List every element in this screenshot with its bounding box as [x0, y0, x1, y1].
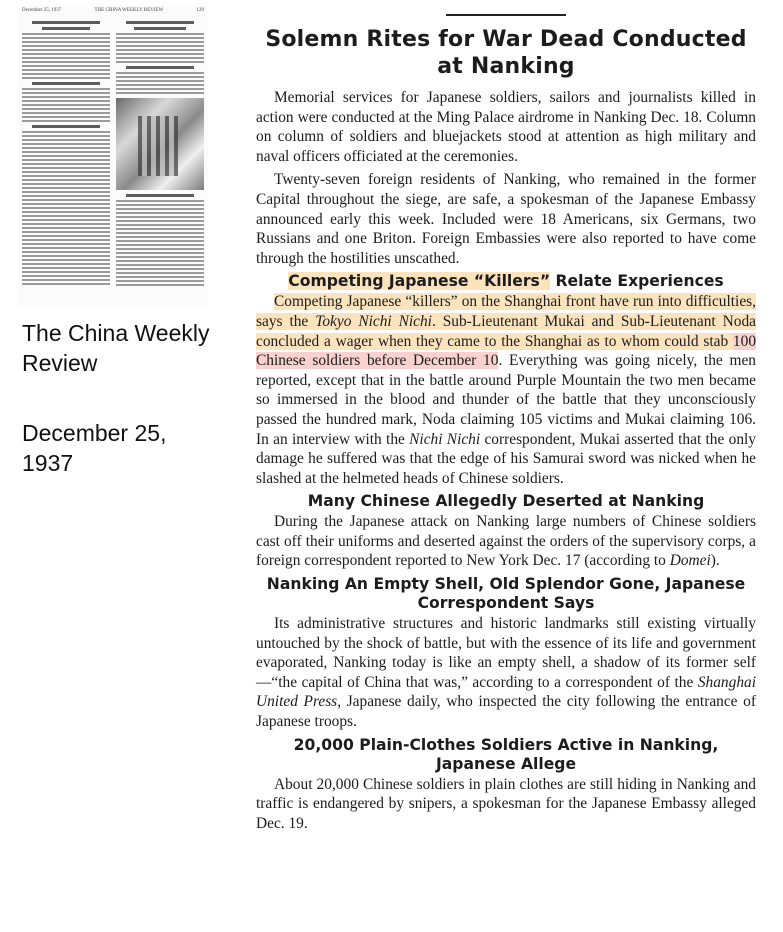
thumbnail-right-column — [116, 18, 204, 288]
subheading-killers — [256, 272, 756, 291]
paragraph-killing-contest — [256, 292, 756, 488]
wager-highlight: concluded a wager — [256, 332, 374, 350]
newspaper-name: Tokyo Nichi Nichi — [315, 312, 432, 330]
agency-name: Domei — [669, 552, 711, 570]
thumbnail-header — [22, 8, 204, 16]
subheading-plain-clothes: 20,000 Plain-Clothes Soldiers Active in Nanking, Japanese Allege — [293, 735, 719, 773]
text-segment: , Japanese daily, who inspected the city following the entrance of Japanese troops. — [256, 693, 756, 731]
paragraph-foreign-residents: Twenty-seven foreign residents of Nanking, who remained in the former Capital throughout the siege, are safe, a spokesman of the Japanese Embassy announced early this week. Included were 18 Americans, six Germans, two Russians and one Briton. Foreign Embassies were also reported to have come through the hostilities unscathed. — [256, 171, 756, 267]
newspaper-name: Shanghai United Press — [256, 673, 756, 711]
paragraph-deserted — [256, 512, 756, 571]
thumbnail-header-page: 129 — [196, 8, 204, 13]
paragraph-memorial: Memorial services for Japanese soldiers, sailors and journalists killed in action were conducted at the Ming Palace airdrome in Nanking Dec. 18. Column on column of soldiers and bluejackets stood at attention as high military and naval officers officiated at the ceremonies. — [256, 89, 756, 165]
newspaper-article — [256, 14, 756, 833]
text-segment: Competing Japanese “killers” on the Shanghai front have run into difficulties, says the — [256, 293, 756, 330]
text-segment: . Sub-Lieutenant Mukai and Sub-Lieutenant Noda — [431, 312, 756, 330]
text-segment: . Everything was going nicely, the men reported, except that in the battle around Purple Mountain the two men became so immersed in the blood and thunder of the battle that they unconsciously passed the hundred mark, Noda claiming 105 victims and Mukai claiming 106. In an interview with the — [256, 352, 756, 448]
text-segment: ). — [710, 552, 720, 570]
thumbnail-header-date: December 25, 1937 — [22, 8, 62, 13]
subheading-deserted: Many Chinese Allegedly Deserted at Nanking — [307, 492, 705, 511]
text-segment: During the Japanese attack on Nanking large numbers of Chinese soldiers cast off their uniforms and deserted against the orders of the supervisory corps, a foreign correspondent reported to New York Dec. 17 (according to — [256, 513, 756, 570]
newspaper-page-thumbnail — [18, 6, 208, 306]
newspaper-name: Nichi Nichi — [409, 430, 481, 448]
hundred-soldiers-highlight: 100 Chinese soldiers before December 10 — [256, 332, 757, 370]
text-segment: correspondent, Mukai asserted that the only damage he suffered was that the edge of his Samurai sword was nicked when he slashed at the helmeted heads of Chinese soldiers. — [256, 430, 756, 487]
subheading-killers-rest: Relate Experiences — [550, 272, 724, 291]
thumbnail-header-title: THE CHINA WEEKLY REVIEW — [94, 8, 164, 13]
thumbnail-left-column — [22, 18, 110, 287]
top-rule — [446, 14, 566, 16]
thumbnail-photo — [116, 98, 204, 190]
paragraph-plain-clothes: About 20,000 Chinese soldiers in plain clothes are still hiding in Nanking and traffic is endangered by snipers, a spokesman for the Japanese Embassy alleged Dec. 19. — [256, 775, 756, 832]
text-segment: when they came to the Shanghai as to whom could stab — [373, 332, 733, 350]
article-headline: Solemn Rites for War Dead Conducted at Nanking — [265, 27, 747, 79]
subheading-killers-highlight: Competing Japanese “Killers” — [288, 272, 551, 291]
publication-caption: The China Weekly Review — [22, 320, 210, 376]
date-caption: December 25, 1937 — [22, 420, 167, 476]
subheading-empty-shell: Nanking An Empty Shell, Old Splendor Gone, Japanese Correspondent Says — [266, 575, 746, 613]
text-segment: Its administrative structures and historic landmarks still existing virtually untouched by the shock of battle, but with the essence of its life and government evaporated, Nanking today is like an empty shell, a shadow of its former self—“the capital of China that was,” according to a correspondent of the — [256, 615, 756, 691]
paragraph-empty-shell — [256, 614, 756, 732]
